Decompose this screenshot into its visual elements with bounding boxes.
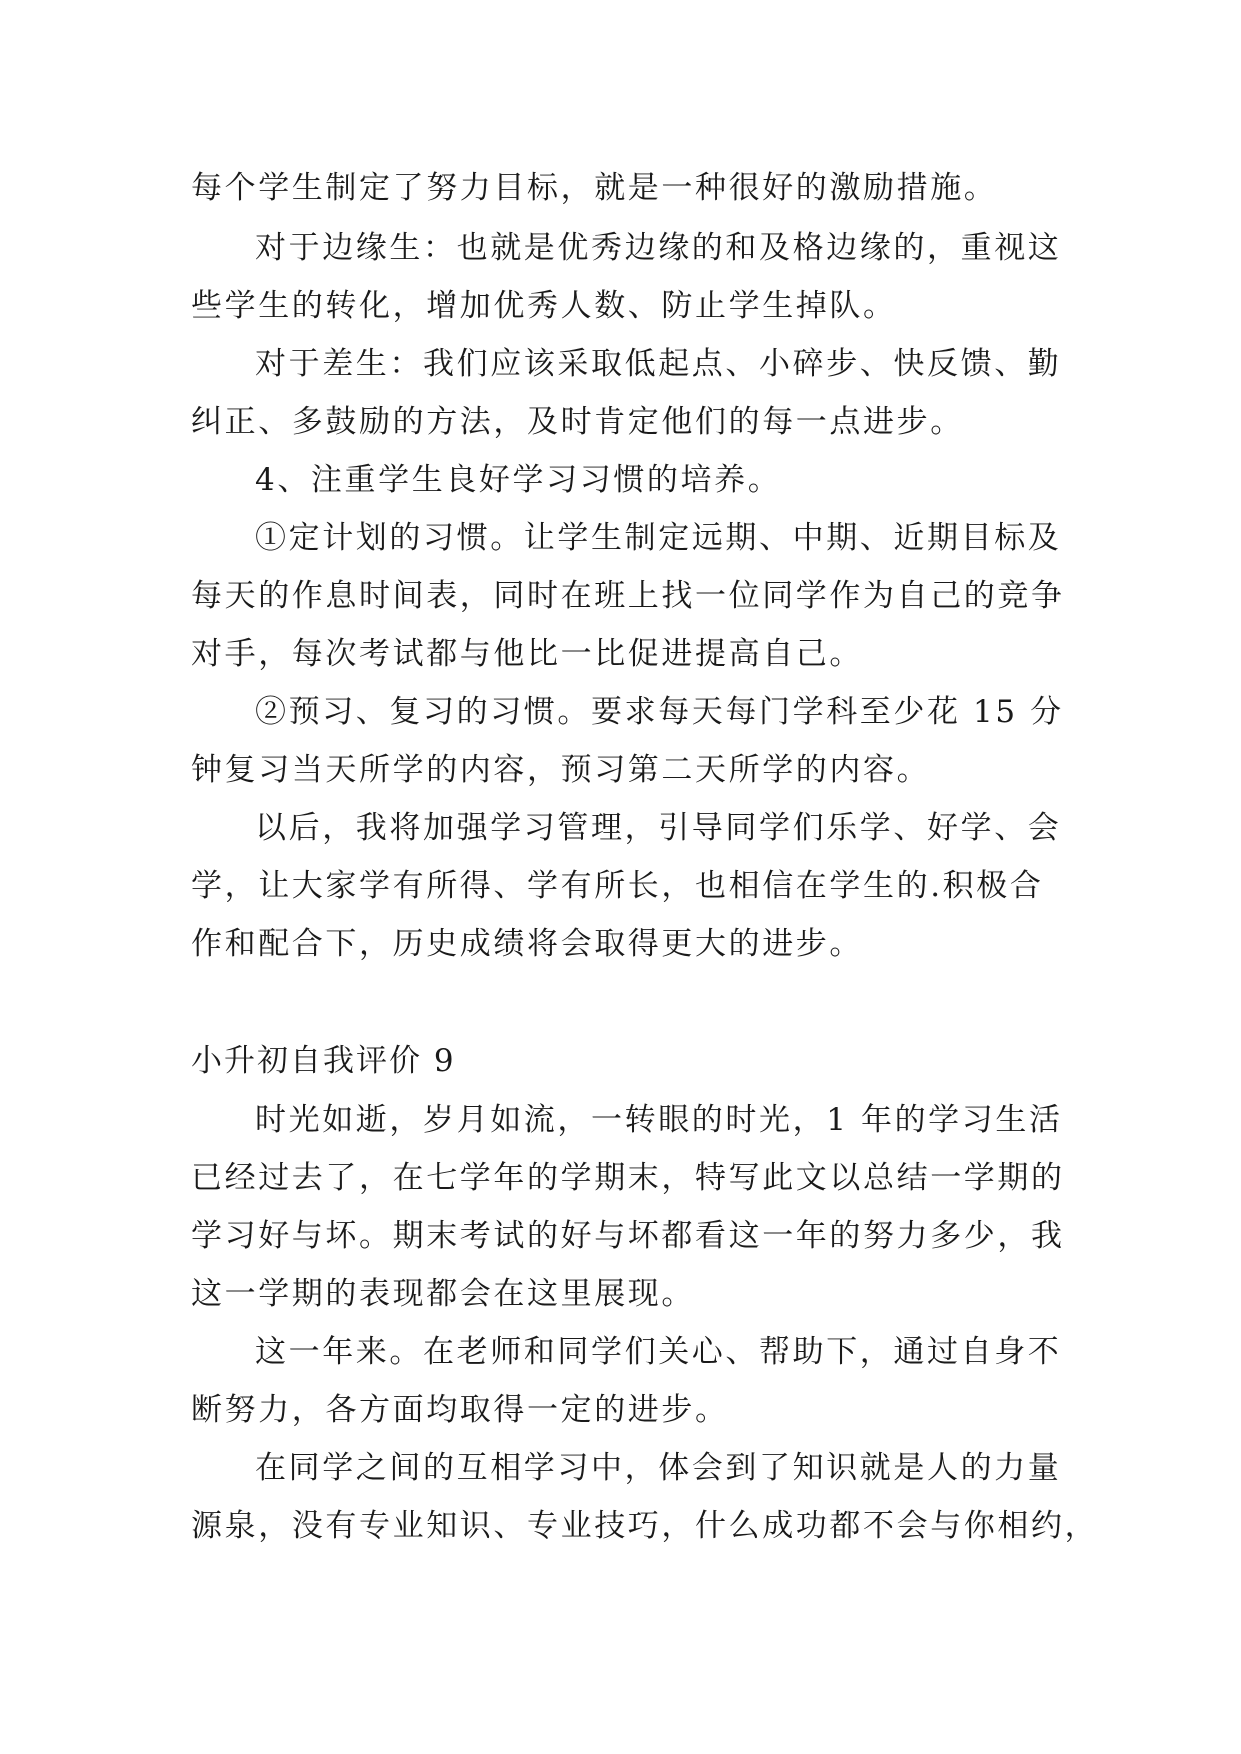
paragraph-line: 对于边缘生：也就是优秀边缘的和及格边缘的，重视这: [255, 230, 1062, 266]
paragraph-line: 对手，每次考试都与他比一比促进提高自己。: [191, 636, 863, 672]
paragraph-line: 每个学生制定了努力目标，就是一种很好的激励措施。: [191, 170, 998, 206]
paragraph-line: 纠正、多鼓励的方法，及时肯定他们的每一点进步。: [191, 404, 964, 440]
paragraph-line: 4、注重学生良好学习习惯的培养。: [255, 462, 782, 498]
paragraph-line: 这一学期的表现都会在这里展现。: [191, 1276, 695, 1312]
paragraph-line: 钟复习当天所学的内容，预习第二天所学的内容。: [191, 752, 931, 788]
paragraph-line: 已经过去了，在七学年的学期末，特写此文以总结一学期的: [191, 1160, 1065, 1196]
paragraph-line: 源泉，没有专业知识、专业技巧，什么成功都不会与你相约，: [191, 1508, 1099, 1544]
paragraph-line: 每天的作息时间表，同时在班上找一位同学作为自己的竞争: [191, 578, 1065, 614]
paragraph-line: 对于差生：我们应该采取低起点、小碎步、快反馈、勤: [255, 346, 1062, 382]
paragraph-line: 作和配合下，历史成绩将会取得更大的进步。: [191, 926, 863, 962]
paragraph-line: 以后，我将加强学习管理，引导同学们乐学、好学、会: [255, 810, 1062, 846]
paragraph-line: 些学生的转化，增加优秀人数、防止学生掉队。: [191, 288, 897, 324]
paragraph-line: 断努力，各方面均取得一定的进步。: [191, 1392, 729, 1428]
paragraph-line: 这一年来。在老师和同学们关心、帮助下，通过自身不: [255, 1334, 1062, 1370]
paragraph-line: 学习好与坏。期末考试的好与坏都看这一年的努力多少，我: [191, 1218, 1065, 1254]
paragraph-line: 在同学之间的互相学习中，体会到了知识就是人的力量: [255, 1450, 1062, 1486]
paragraph-line: ①定计划的习惯。让学生制定远期、中期、近期目标及: [255, 520, 1062, 556]
paragraph-line: 学，让大家学有所得、学有所长，也相信在学生的.积极合: [191, 868, 1044, 904]
section-title: 小升初自我评价 9: [191, 1043, 456, 1079]
paragraph-line: 时光如逝，岁月如流，一转眼的时光，1 年的学习生活: [255, 1102, 1063, 1138]
paragraph-line: ②预习、复习的习惯。要求每天每门学科至少花 15 分: [255, 694, 1064, 730]
